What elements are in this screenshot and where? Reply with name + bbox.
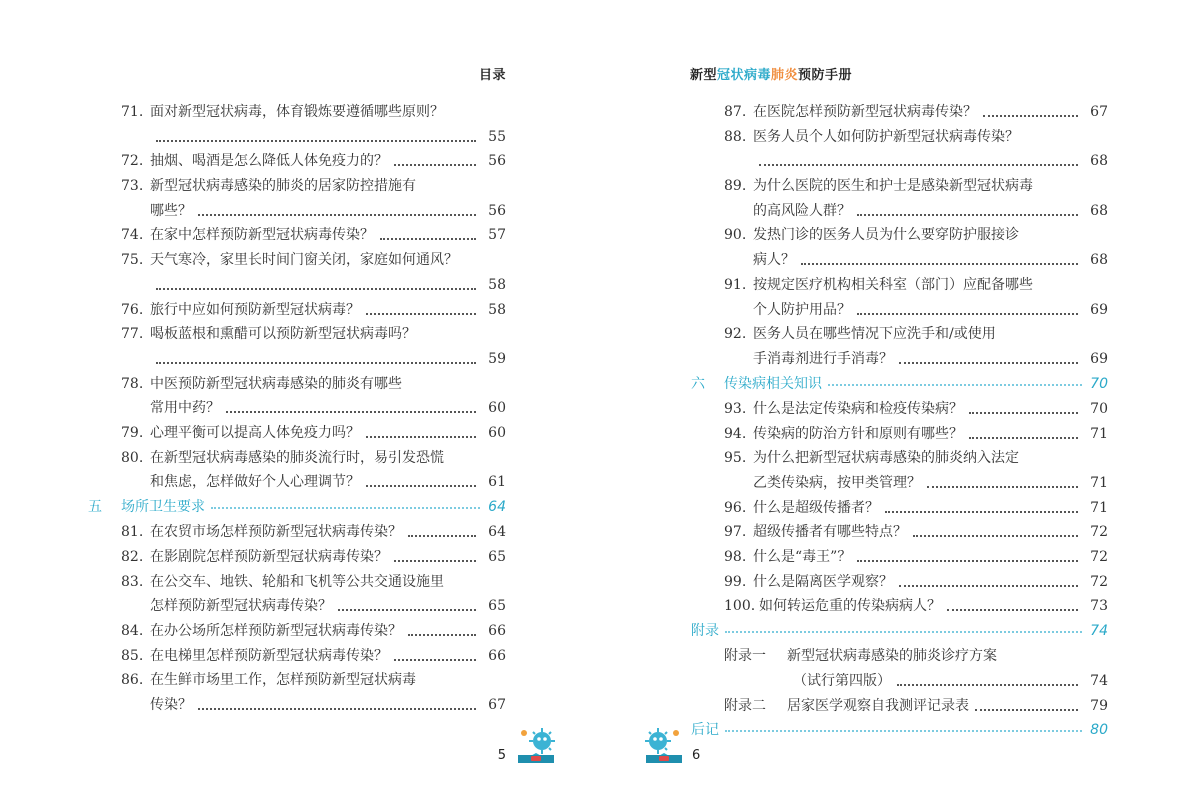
toc-entry[interactable] [691,694,1108,719]
entry-number: 84. [121,623,144,640]
leader-dots [725,631,1082,633]
entry-title: 心理平衡可以提高人体免疫力吗？ [150,424,360,441]
entry-title: 按规定医疗机构相关科室（部门）应配备哪些 [753,276,1033,293]
entry-page-number: 72 [1090,524,1108,541]
entry-title: 在办公场所怎样预防新型冠状病毒传染？ [150,623,402,640]
toc-entry[interactable] [691,496,1108,521]
page-number: 6 [692,748,701,763]
section-title: 附录 [691,623,719,640]
entry-page-number: 65 [488,548,506,565]
entry-page-number: 58 [488,301,506,318]
leader-dots [913,535,1078,537]
entry-title: 什么是隔离医学观察？ [753,573,893,590]
entry-title: 新型冠状病毒感染的肺炎的居家防控措施有 [150,178,416,195]
entry-number: 79. [121,424,144,441]
toc-entry[interactable] [88,545,506,570]
entry-page-number: 67 [488,697,506,714]
entry-title: 天气寒冷，家里长时间门窗关闭，家庭如何通风？ [150,252,458,269]
entry-title: 面对新型冠状病毒，体育锻炼要遵循哪些原则？ [150,104,444,120]
entry-title: 常用中药？ [150,400,220,417]
toc-entry[interactable] [691,248,1108,273]
entry-page-number: 64 [488,524,506,541]
leader-dots [366,313,476,315]
entry-page-number: 69 [1090,301,1108,318]
toc-entry[interactable] [88,248,506,273]
leader-dots [211,507,480,509]
entry-page-number: 68 [1090,153,1108,170]
toc-section-heading[interactable] [691,372,1108,397]
toc-entry[interactable] [691,199,1108,224]
entry-title: 哪些？ [150,202,192,219]
entry-title: 什么是超级传播者？ [753,499,879,516]
entry-number: 73. [121,178,144,195]
leader-dots [969,437,1078,439]
toc-entry[interactable] [88,470,506,495]
appendix-label: 附录一 [724,648,766,665]
entry-page-number: 68 [1090,252,1108,269]
section-title: 场所卫生要求 [121,499,205,515]
entry-page-number: 56 [488,153,506,170]
section-number: 五 [88,499,102,515]
toc-section-heading[interactable] [691,718,1108,743]
toc-entry[interactable] [88,520,506,545]
leader-dots [338,609,476,611]
entry-title: 居家医学观察自我测评记录表 [787,697,969,714]
toc-entry[interactable] [88,446,506,471]
toc-entry[interactable] [88,421,506,446]
toc-entry[interactable] [691,520,1108,545]
leader-dots [947,609,1078,611]
entry-number: 97. [724,524,747,541]
entry-title: （试行第四版） [793,673,891,690]
toc-entry[interactable] [691,644,1108,669]
entry-page-number: 71 [1090,474,1108,491]
entry-title: 的高风险人群？ [753,202,851,219]
entry-page-number: 61 [488,474,506,491]
toc-entry[interactable] [691,273,1108,298]
toc-entry[interactable] [88,668,506,693]
section-page-number: 70 [1090,375,1108,392]
entry-title: 喝板蓝根和熏醋可以预防新型冠状病毒吗？ [150,326,416,343]
header-part: 肺炎 [771,68,799,83]
leader-dots [198,214,476,216]
entry-number: 74. [121,227,144,244]
section-number: 六 [691,375,705,392]
toc-entry[interactable] [691,545,1108,570]
toc-entry[interactable] [691,570,1108,595]
leader-dots [983,115,1078,117]
entry-title: 医务人员在哪些情况下应洗手和/或使用 [753,326,996,343]
entry-number: 83. [121,573,144,590]
entry-page-number: 56 [488,202,506,219]
toc-list [88,100,506,718]
entry-title: 抽烟、喝酒是怎么降低人体免疫力的？ [150,153,388,170]
entry-number: 76. [121,301,144,318]
virus-book-icon [642,725,686,765]
entry-title: 超级传播者有哪些特点？ [753,524,907,541]
toc-entry[interactable] [88,273,506,298]
entry-title: 如何转运危重的传染病病人？ [759,598,941,615]
toc-entry[interactable] [691,471,1108,496]
section-page-number: 80 [1090,722,1108,739]
entry-page-number: 74 [1090,673,1108,690]
leader-dots [828,384,1082,386]
leader-dots [899,585,1078,587]
entry-page-number: 72 [1090,548,1108,565]
page-number: 5 [497,748,506,763]
entry-title: 在家中怎样预防新型冠状病毒传染？ [150,227,374,244]
entry-number: 82. [121,548,144,565]
entry-title: 在影剧院怎样预防新型冠状病毒传染？ [150,548,388,565]
leader-dots [226,411,476,413]
toc-entry[interactable] [691,149,1108,174]
entry-page-number: 66 [488,623,506,640]
leader-dots [198,708,476,710]
entry-page-number: 70 [1090,400,1108,417]
entry-number: 86. [121,672,144,689]
entry-page-number: 57 [488,227,506,244]
entry-title: 医务人员个人如何防护新型冠状病毒传染？ [753,128,1019,145]
leader-dots [394,164,476,166]
entry-title: 个人防护用品？ [753,301,851,318]
entry-title: 在农贸市场怎样预防新型冠状病毒传染？ [150,524,402,541]
entry-page-number: 60 [488,400,506,417]
entry-title: 什么是法定传染病和检疫传染病？ [753,400,963,417]
leader-dots [801,263,1078,265]
toc-entry[interactable] [691,594,1108,619]
leader-dots [408,634,476,636]
entry-page-number: 69 [1090,350,1108,367]
entry-page-number: 71 [1090,499,1108,516]
toc-entry[interactable] [691,174,1108,199]
entry-title: 新型冠状病毒感染的肺炎诊疗方案 [787,648,997,665]
section-page-number: 74 [1090,623,1108,640]
entry-title: 乙类传染病，按甲类管理？ [753,474,921,491]
entry-title: 在生鲜市场里工作，怎样预防新型冠状病毒 [150,672,416,689]
toc-entry[interactable] [88,693,506,718]
entry-title: 在电梯里怎样预防新型冠状病毒传染？ [150,647,388,664]
leader-dots [156,288,476,290]
entry-title: 在公交车、地铁、轮船和飞机等公共交通设施里 [150,573,444,590]
entry-number: 99. [724,573,747,590]
toc-entry[interactable] [88,570,506,595]
entry-page-number: 79 [1090,697,1108,714]
toc-entry[interactable] [691,298,1108,323]
entry-page-number: 60 [488,424,506,441]
header-part: 冠状病毒 [717,68,772,83]
appendix-label: 附录二 [724,697,766,714]
toc-entry[interactable] [88,396,506,421]
entry-title: 传染病的防治方针和原则有哪些？ [753,425,963,442]
leader-dots [857,214,1078,216]
toc-entry[interactable] [691,322,1108,347]
toc-entry[interactable] [691,422,1108,447]
entry-number: 100. [724,598,756,615]
entry-page-number: 58 [488,276,506,293]
toc-entry[interactable] [88,223,506,248]
right-page [598,0,1196,808]
leader-dots [927,486,1078,488]
entry-number: 88. [724,128,747,145]
entry-title: 传染？ [150,697,192,714]
virus-book-icon [514,725,558,765]
toc-entry[interactable] [88,100,506,125]
toc-entry[interactable] [691,669,1108,694]
entry-number: 80. [121,449,144,466]
toc-entry[interactable] [691,446,1108,471]
entry-page-number: 68 [1090,202,1108,219]
entry-page-number: 73 [1090,598,1108,615]
toc-entry[interactable] [88,125,506,150]
entry-number: 71. [121,104,144,120]
toc-entry[interactable] [88,174,506,199]
running-header [690,64,852,83]
toc-entry[interactable] [691,100,1108,125]
toc-entry[interactable] [88,199,506,224]
entry-title: 在医院怎样预防新型冠状病毒传染？ [753,104,977,120]
entry-number: 92. [724,326,747,343]
leader-dots [394,659,476,661]
entry-page-number: 66 [488,647,506,664]
toc-section-heading[interactable] [88,495,506,520]
header-part: 预防手册 [798,68,853,83]
entry-number: 77. [121,326,144,343]
entry-title: 和焦虑，怎样做好个人心理调节？ [150,474,360,491]
leader-dots [885,511,1078,513]
section-title: 传染病相关知识 [724,375,822,392]
toc-entry[interactable] [88,644,506,669]
entry-number: 87. [724,104,747,120]
entry-title: 在新型冠状病毒感染的肺炎流行时，易引发恐慌 [150,449,444,466]
entry-number: 78. [121,375,144,392]
header-part: 新型 [690,68,718,83]
entry-title: 发热门诊的医务人员为什么要穿防护服接诊 [753,227,1019,244]
section-title: 后记 [691,722,719,739]
entry-title: 旅行中应如何预防新型冠状病毒？ [150,301,360,318]
entry-title: 为什么医院的医生和护士是感染新型冠状病毒 [753,178,1033,195]
leader-dots [408,535,476,537]
entry-page-number: 72 [1090,573,1108,590]
running-header: 目录 [478,68,506,83]
leader-dots [969,412,1078,414]
entry-title: 中医预防新型冠状病毒感染的肺炎有哪些 [150,375,402,392]
toc-entry[interactable] [88,322,506,347]
toc-section-heading[interactable] [691,619,1108,644]
entry-number: 72. [121,153,144,170]
leader-dots [725,730,1082,732]
entry-title: 什么是“毒王”？ [753,548,852,565]
leader-dots [156,362,476,364]
entry-page-number: 55 [488,128,506,145]
toc-list [691,100,1108,744]
entry-title: 为什么把新型冠状病毒感染的肺炎纳入法定 [753,450,1019,467]
leader-dots [975,709,1078,711]
leader-dots [897,684,1078,686]
leader-dots [366,436,476,438]
entry-page-number: 59 [488,350,506,367]
toc-entry[interactable] [691,347,1108,372]
entry-title: 手消毒剂进行手消毒？ [753,350,893,367]
leader-dots [857,313,1078,315]
entry-number: 94. [724,425,747,442]
entry-number: 95. [724,450,747,467]
entry-title: 怎样预防新型冠状病毒传染？ [150,598,332,615]
leader-dots [759,164,1078,166]
entry-number: 75. [121,252,144,269]
entry-number: 85. [121,647,144,664]
leader-dots [156,140,476,142]
entry-number: 89. [724,178,747,195]
leader-dots [380,238,476,240]
entry-number: 81. [121,524,144,541]
entry-page-number: 71 [1090,425,1108,442]
leader-dots [899,362,1078,364]
leader-dots [366,485,476,487]
entry-number: 96. [724,499,747,516]
toc-entry[interactable] [88,594,506,619]
entry-number: 90. [724,227,747,244]
entry-number: 93. [724,400,747,417]
section-page-number: 64 [488,499,506,515]
entry-page-number: 67 [1090,104,1108,120]
entry-title: 病人？ [753,252,795,269]
toc-entry[interactable] [88,149,506,174]
toc-entry[interactable] [88,298,506,323]
toc-entry[interactable] [88,619,506,644]
entry-page-number: 65 [488,598,506,615]
entry-number: 91. [724,276,747,293]
toc-entry[interactable] [691,223,1108,248]
toc-entry[interactable] [88,372,506,397]
toc-entry[interactable] [88,347,506,372]
leader-dots [857,560,1078,562]
leader-dots [394,560,476,562]
entry-number: 98. [724,548,747,565]
toc-entry[interactable] [691,125,1108,150]
toc-entry[interactable] [691,397,1108,422]
